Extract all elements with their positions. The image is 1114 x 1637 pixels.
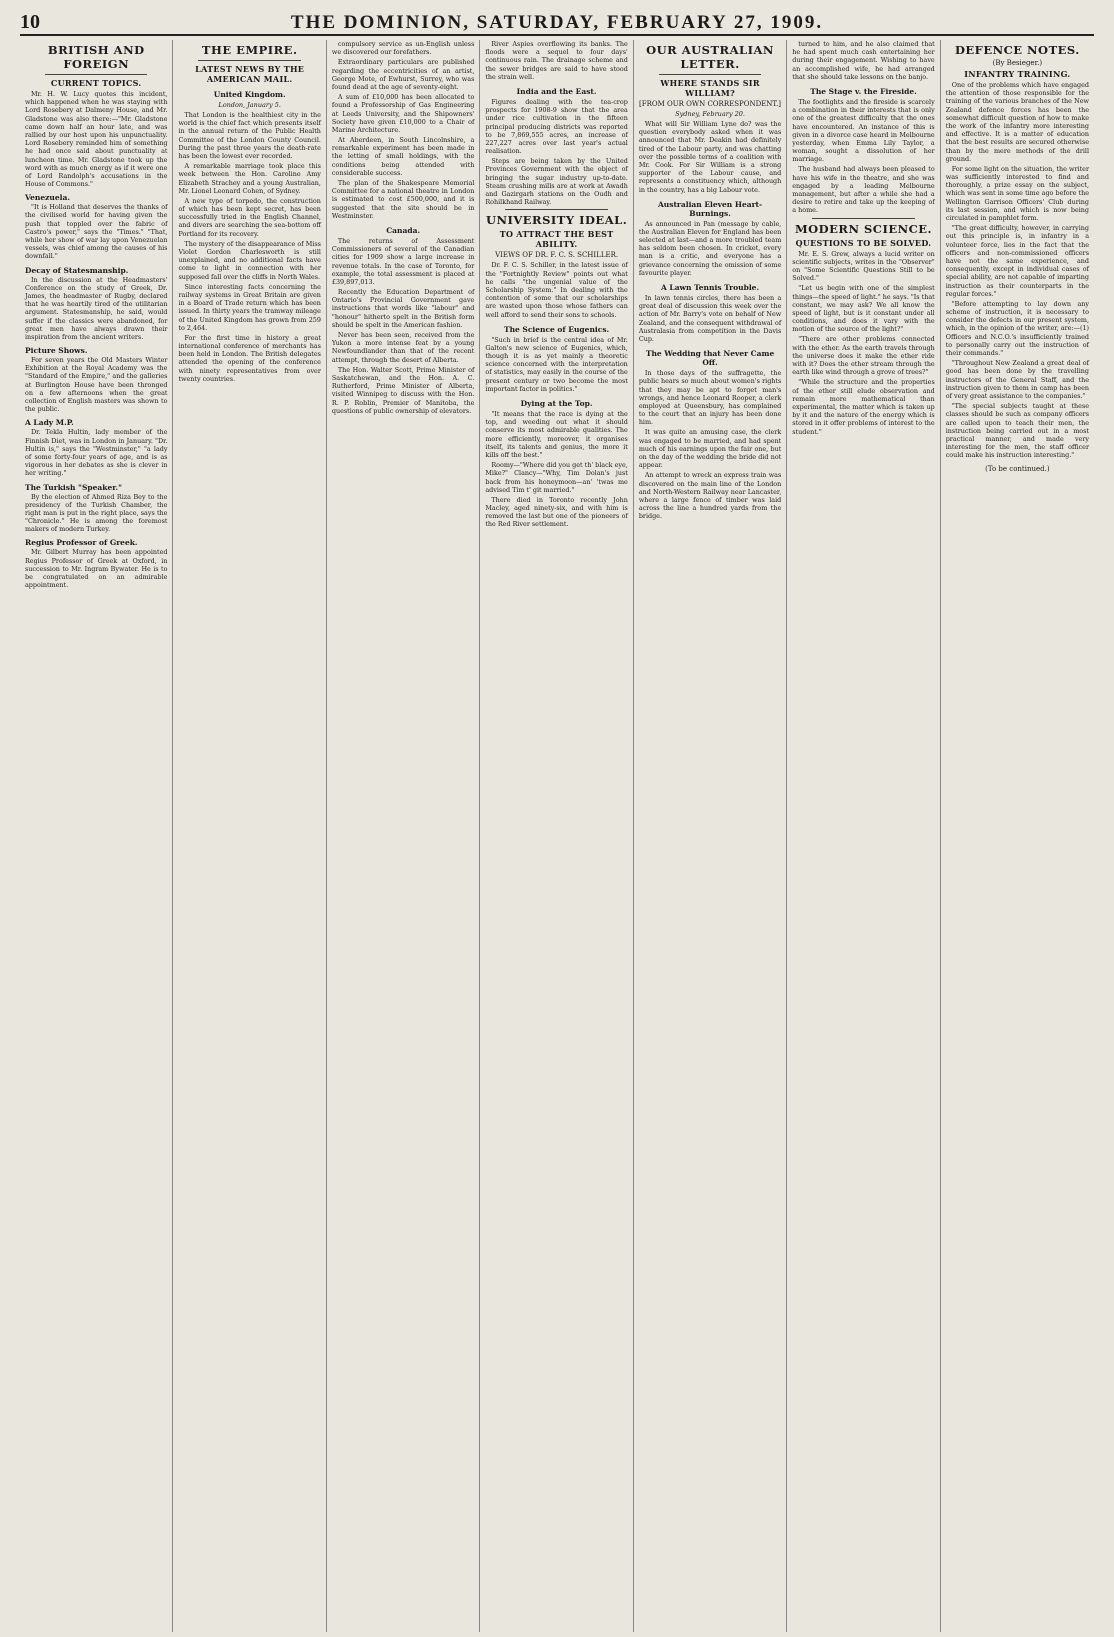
item-heading: United Kingdom. — [213, 90, 286, 99]
paragraph: That London is the healthiest city in the world is the chief fact which presents itself in the annual return of the Public Health Committee of the London County Council. During the past three years the death-rate has been the lowest ever recorded. — [178, 111, 321, 160]
paragraph: "There are other problems connected with the ether. As the earth travels through the universe does it make the ether ride with it? Does the ether stream through the earth like wind through a grove of trees?" — [792, 335, 935, 377]
paragraph: The husband had always been pleased to have his wife in the theatre, and she was engaged by a leading Melbourne management, but after a while she had a desire to retire and take up the keeping of a home. — [792, 165, 935, 215]
section-heading: DEFENCE NOTES. — [954, 43, 1080, 57]
paragraph: The returns of Assessment Commissioners of several of the Canadian cities for 1909 show a large increase in revenue totals. In the case of Toronto, for example, the total assessment is placed at £39,897,013. — [331, 236, 475, 286]
section-heading: OUR AUSTRALIAN LETTER. — [646, 43, 774, 71]
caption: VIEWS OF DR. F. C. S. SCHILLER. — [495, 251, 619, 260]
paragraph: "It is Holland that deserves the thanks of the civilised world for having given the push that toppled over the fabric of Castro's power," says the "Times." "That, while her show of war lay upon Venezuelan vessels, was chief among the causes of his downfall." — [25, 203, 168, 261]
paragraph: Extraordinary particulars are published regarding the eccentricities of an artist, George Mote, of Ewhurst, Surrey, who was found dead at the age of seventy-eight. — [331, 58, 475, 91]
item-heading: Australian Eleven Heart-Burnings. — [657, 199, 763, 218]
paragraph: By the election of Ahmed Riza Bey to the presidency of the Turkish Chamber, the right man is put in the right place, says the "Chronicle." He is among the foremost makers of modern Turkey. — [25, 492, 168, 534]
item-heading: The Stage v. the Fireside. — [810, 86, 917, 96]
paragraph: compulsory service as un-English unless we discovered our forefathers. — [331, 40, 475, 57]
dateline: London, January 5. — [218, 101, 281, 109]
paragraph: Never has been seen, received from the Yukon a more intense feat by a young Newfoundlander than that of the recent attempt, through the desert of Alberta. — [331, 331, 475, 364]
item-heading: India and the East. — [516, 86, 597, 96]
paragraph: The Hon. Walter Scott, Prime Minister of Saskatchewan, and the Hon. A. C. Rutherford, Prime Minister of Alberta, visited Winnipeg to discuss with the Hon. R. P. Roblin, Premier of Manitoba, the questions of public ownership of elevators. — [331, 365, 475, 415]
paragraph: Figures dealing with the tea-crop prospects for 1908-9 show that the area under rice cultivation in the fifteen principal producing districts was reported to be 7,869,555 acres, an increase of 227,227 acres over last year's actual realisation. — [485, 97, 628, 156]
paragraph: In the discussion at the Headmasters' Conference on the study of Greek, Dr. James, the headmaster of Rugby, declared that he was heartily tired of the utilitarian argument. Statesmanship, he said, would suffer if the classics were abandoned, for great men have always drawn their inspiration from the ancient writers. — [25, 275, 168, 341]
section-heading: UNIVERSITY IDEAL. — [485, 213, 628, 228]
item-heading: A Lawn Tennis Trouble. — [660, 283, 760, 292]
paragraph: "Let us begin with one of the simplest things—the speed of light." he says. "Is that constant, we may ask? We all know the speed of light, but is it constant under all conditions, and does it vary with the motion of the source of the light?" — [792, 284, 935, 334]
paragraph: "Such in brief is the central idea of Mr. Galton's new science of Eugenics, which, though it is as yet mainly a theoretic science concerned with the interpretation of statistics, may easily in the course of the present century or two become the most important factor in politics." — [485, 335, 628, 393]
item-heading: Picture Shows. — [25, 346, 88, 356]
paragraph: "The great difficulty, however, in carrying out this principle is, in infantry in a volunteer force, lies in the fact that the officers and non-commissioned officers have not the same experience, and consequently, except in individual cases of special ability, are not capable of imparting instruction as their counterparts in the regular forces." — [945, 224, 1090, 298]
byline: [FROM OUR OWN CORRESPONDENT.] — [639, 100, 782, 108]
paragraph: "While the structure and the properties of the ether still elude observation and remain more mathematical than experimental, the matter which is taken up by it and the nature of the energy which is stored in it offer problems of interest to the student." — [792, 378, 935, 436]
paragraph: Mr. Gilbert Murray has been appointed Regius Professor of Greek at Oxford, in succession to Mr. Ingram Bywater. He is to be congratulated on an admirable appointment. — [25, 548, 168, 590]
item-heading: Venezuela. — [25, 193, 70, 203]
column-3 — [327, 40, 480, 1632]
item-heading: Dying at the Top. — [520, 399, 593, 408]
column-1 — [20, 40, 173, 1632]
item-heading: Canada. — [386, 225, 421, 235]
paragraph: One of the problems which have engaged the attention of those responsible for the training of the various branches of the New Zealand defence forces has been the somewhat difficult question of how to make the work of the infantry more interesting and effective. It is a matter of education that the best results are secured otherwise than by the mere methods of the drill ground. — [945, 81, 1090, 163]
item-heading: Regius Professor of Greek. — [25, 538, 138, 548]
paragraph: There died in Toronto recently John Macley, aged ninety-six, and with him is removed the last but one of the pioneers of the Red River settlement. — [485, 495, 628, 529]
column-7 — [941, 40, 1094, 1632]
paragraph: In those days of the suffragette, the public hears so much about women's rights that they may be apt to forget man's wrongs, and hence Leonard Rooper, a clerk employed at Queensbury, has complained to the court that an injury has been done him. — [638, 369, 782, 427]
paragraph: For the first time in history a great international conference of merchants has been held in London. The British delegates attended the opening of the conference with ninety representatives from over twenty countries. — [178, 333, 321, 383]
section-subheading: INFANTRY TRAINING. — [964, 69, 1071, 79]
paragraph: "The special subjects taught at these classes should be such as company officers are called upon to teach their men, the instruction being carried out in a most practical manner, and made very interesting for the men, the staff officer could make his instruction interesting." — [945, 402, 1090, 460]
section-heading: THE EMPIRE. — [201, 43, 298, 57]
paragraph: It was quite an amusing case, the clerk was engaged to be married, and had spent much of his earnings upon the fair one, but on the day of the wedding the bride did not appear. — [638, 428, 782, 470]
item-heading: The Science of Eugenics. — [504, 324, 610, 334]
section-heading: BRITISH AND FOREIGN — [47, 43, 145, 71]
dateline: Sydney, February 20. — [675, 110, 745, 118]
paragraph: Dr. Tekla Hultin, lady member of the Finnish Diet, was in London in January. "Dr. Hultin is," says the "Westminster," "a lady of some forty-four years of age, and is as vigorous in her debates as she is clever in her writing." — [25, 428, 168, 478]
paragraph: Roomy—"Where did you get th' black eye, Mike?" Clancy—"Why, Tim Dolan's just back from his honeymoon—an' 'twas me advised Tim t' git married." — [485, 461, 628, 494]
item-heading: The Turkish "Speaker." — [25, 482, 122, 492]
paragraph: At Aberdeen, in South Lincolnshire, a remarkable experiment has been made in the letting of small holdings, with the conditions being attended with considerable success. — [331, 136, 475, 177]
paragraph: For seven years the Old Masters Winter Exhibition at the Royal Academy was the "Standard of the Empire," and the galleries at Burlington House have been thronged on a few afternoons when the great collection of English masters was shown to the public. — [25, 356, 168, 414]
paragraph: Steps are being taken by the United Provinces Government with the object of bringing the sugar industry up-to-date. Steam crushing mills are at work at Awadh and Gazirgarh stations on the Oudh and Rohilkhand Railway. — [485, 157, 628, 207]
column-6 — [787, 40, 940, 1632]
continued-note: (To be continued.) — [985, 465, 1050, 474]
paragraph: Since interesting facts concerning the railway systems in Great Britain are given in a Board of Trade return which has been issued. In thirty years the tramway mileage of the United Kingdom has grown from 259 to 2,464. — [178, 282, 321, 332]
byline: (By Besieger.) — [992, 59, 1043, 67]
column-2 — [173, 40, 326, 1632]
paragraph: Mr. E. S. Grew, always a lucid writer on scientific subjects, writes in the "Observer" on "Some Scientific Questions Still to be Solved." — [792, 249, 935, 283]
item-heading: The Wedding that Never Came Off. — [645, 349, 775, 368]
paragraph: The mystery of the disappearance of Miss Violet Gordon Charlesworth is still unexplained, and no additional facts have come to light in connection with her supposed fall over the cliffs in North Wales. — [178, 239, 321, 281]
page-number: 10 — [20, 11, 40, 33]
paragraph: "Throughout New Zealand a great deal of good has been done by the travelling instructors of the General Staff, and the instruction given to them in camp has been of very great assistance to the companies." — [945, 359, 1090, 400]
paragraph: Dr. F. C. S. Schiller, in the latest issue of the "Fortnightly Review" points out what he calls "the ungenial value of the Scholarship System." In dealing with the contention of some that our scholarships are wasted upon those whose fathers can well afford to send their sons to schools. — [485, 261, 628, 319]
section-subheading: LATEST NEWS BY THE AMERICAN MAIL. — [195, 64, 305, 84]
item-heading: A Lady M.P. — [25, 418, 74, 428]
paragraph: A new type of torpedo, the construction of which has been kept secret, has been successfully tried in the English Channel, and divers are searching the sea-bottom off Portland for its recovery. — [178, 196, 321, 238]
section-subheading: TO ATTRACT THE BEST ABILITY. — [499, 229, 614, 250]
paragraph: The footlights and the fireside is scarcely a combination in their interests that is only one of the greatest difficulty that the ones have encountered. An instance of this is given in a divorce case heard in Melbourne yesterday, when Emma Lily Taylor, a woman, sought a dissolution of her marriage. — [792, 97, 935, 164]
masthead-title: THE DOMINION, SATURDAY, FEBRUARY 27, 1909. — [290, 12, 824, 33]
paragraph: "Before attempting to lay down any scheme of instruction, it is necessary to consider the defects in our present system, which, in the opinion of the writer, are:—(1) Officers and N.C.O.'s insufficiently trained to personally carry out the instruction of their commands." — [945, 299, 1090, 357]
paragraph: What will Sir William Lyne do? was the question everybody asked when it was announced that Mr. Deakin had definitely tired of the Labour party, and was chatting over the possible terms of a coalition with Mr. Cook. For Sir William is a strong supporter of the Labour cause, and represents a constituency which, although in the country, has a big Labour vote. — [638, 120, 782, 194]
item-heading: Decay of Statesmanship. — [25, 265, 129, 275]
paragraph: A remarkable marriage took place this week between the Hon. Caroline Amy Elizabeth Strachey and a young Australian, Mr. Lionel Leonard Cohen, of Sydney. — [178, 162, 321, 195]
masthead — [20, 12, 1094, 36]
paragraph: turned to him, and he also claimed that he had spent much cash entertaining her during their engagement. Wishing to have an accomplished wife, he had arranged that she should take lessons on the banjo. — [792, 40, 935, 81]
section-heading: MODERN SCIENCE. — [794, 221, 933, 236]
column-5 — [634, 40, 787, 1632]
section-subheading: CURRENT TOPICS. — [50, 78, 142, 88]
paragraph: "It means that the race is dying at the top, and weeding out what it should conserve its most admirable qualities. The more efficiently, moreover, it organises itself, its talents and genius, the more it kills off the best." — [485, 410, 628, 459]
paragraph: The plan of the Shakespeare Memorial Committee for a national theatre in London is estimated to cost £500,000, and it is suggested that the site should be in Westminster. — [331, 179, 475, 220]
paragraph: A sum of £10,000 has been allocated to found a Professorship of Gas Engineering at Leeds University, and the Shipowners' Society have given £10,000 to a Chair of Marine Architecture. — [331, 93, 475, 134]
paragraph: As announced in Pan (message by cable, the Australian Eleven for England has been selected at last—and a more troubled team has seldom been chosen. In cricket, every man is a critic, and everyone has a grievance concerning the omission of some favourite player. — [638, 219, 782, 277]
column-4 — [480, 40, 633, 1632]
paragraph: For some light on the situation, the writer was sufficiently interested to find and thoroughly, a prize essay on the subject, which was sent in some time ago before the Wellington Garrison Officers' Club during its last session, and which is now being circulated in pamphlet form. — [945, 164, 1090, 222]
paragraph: River Aspies overflowing its banks. The floods were a sequel to four days' continuous rain. The drainage scheme and the sewer bridges are said to have stood the strain well. — [485, 40, 628, 81]
paragraph: Recently the Education Department of Ontario's Provincial Government gave instructions that words like "labour" and "honour" hitherto spelt in the British form should be spelt in the American fashion. — [331, 288, 475, 329]
section-subheading: WHERE STANDS SIR WILLIAM? — [660, 78, 760, 98]
paragraph: In lawn tennis circles, there has been a great deal of discussion this week over the action of Mr. Barry's vote on behalf of New Zealand, and the consequent withdrawal of Australasia from competition in the Davis Cup. — [638, 294, 782, 343]
paragraph: Mr. H. W. Lucy quotes this incident, which happened when he was staying with Lord Rosebery at Dalmeny House, and Mr. Gladstone was also there:—"Mr. Gladstone came down half an hour late, and was rallied by our host upon his unpunctuality. Lord Rosebery reminded him of something he had once said about punctuality at luncheon time. Mr. Gladstone took up the word with as much energy as if it were one of Lord Randolph's accusations in the House of Commons." — [25, 90, 168, 189]
paragraph: An attempt to wreck an express train was discovered on the main line of the London and North-Western Railway near Lancaster, where a large fence of timber was laid across the line a hundred yards from the bridge. — [638, 471, 782, 521]
section-subheading: QUESTIONS TO BE SOLVED. — [795, 237, 932, 248]
